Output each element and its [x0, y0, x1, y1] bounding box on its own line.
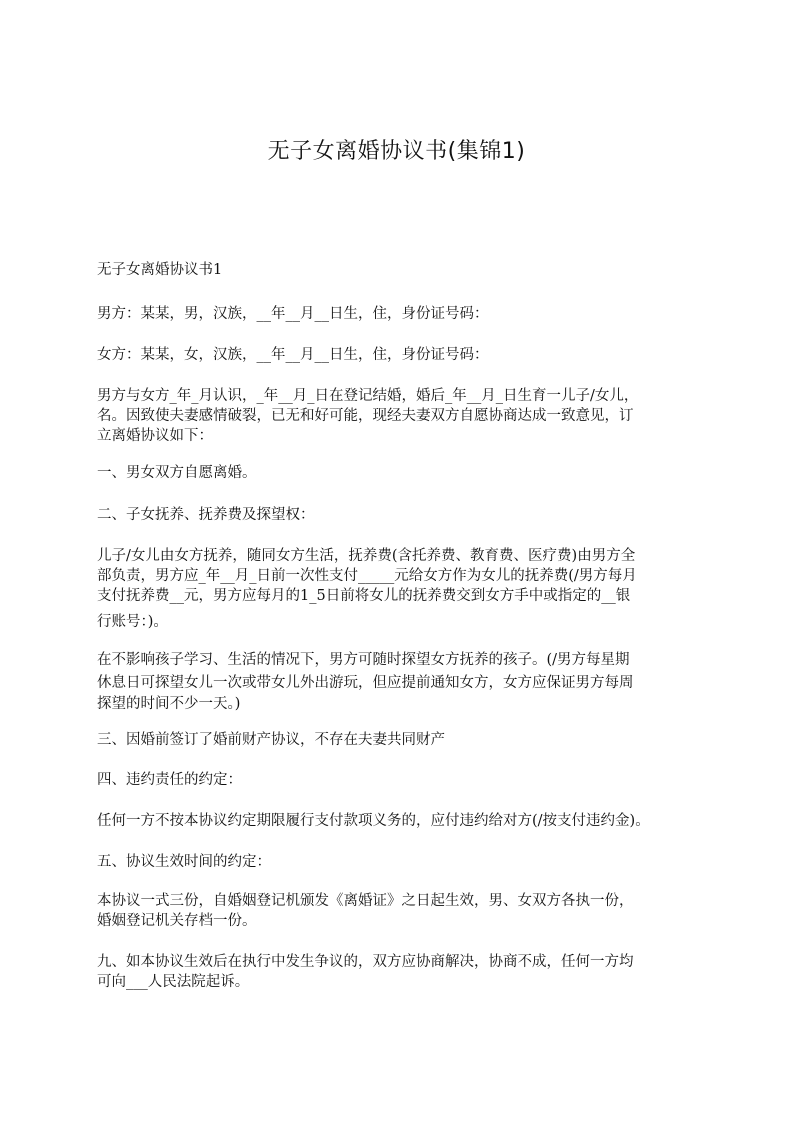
document-title: 无子女离婚协议书(集锦1) — [267, 139, 526, 164]
custody-line: 行账号：)。 — [97, 614, 168, 630]
visitation-line: 在不影响孩子学习、生活的情况下，男方可随时探望女方抚养的孩子。(/男方每星期 — [97, 652, 630, 668]
clause-5-heading: 五、协议生效时间的约定： — [97, 854, 271, 870]
intro-line: 名。因致使夫妻感情破裂，已无和好可能，现经夫妻双方自愿协商达成一致意见，订 — [97, 408, 634, 424]
custody-line: 儿子/女儿由女方抚养，随同女方生活，抚养费(含托养费、教育费、医疗费)由男方全 — [97, 548, 636, 564]
wife-info: 女方：某某，女，汉族，__年__月__日生，住，身份证号码： — [97, 347, 489, 363]
clause-1: 一、男女双方自愿离婚。 — [97, 465, 257, 481]
husband-info: 男方：某某，男，汉族，__年__月__日生，住，身份证号码： — [97, 306, 489, 322]
custody-paragraph — [97, 546, 707, 632]
clause-9-line: 可向___人民法院起诉。 — [97, 974, 250, 990]
effective-line: 本协议一式三份，自婚姻登记机颁发《离婚证》之日起生效，男、女双方各执一份， — [97, 893, 634, 909]
custody-line: 支付抚养费__元，男方应每月的1_5日前将女儿的抚养费交到女方手中或指定的__银 — [97, 588, 631, 604]
visitation-line: 休息日可探望女儿一次或带女儿外出游玩，但应提前通知女方，女方应保证男方每周 — [97, 675, 634, 691]
intro-paragraph — [97, 386, 707, 446]
clause-2-heading: 二、子女抚养、抚养费及探望权： — [97, 507, 315, 523]
custody-line: 部负责，男方应_年__月_日前一次性支付_____元给女方作为女儿的抚养费(/男方每月 — [97, 568, 637, 584]
clause-9-line: 九、如本协议生效后在执行中发生争议的，双方应协商解决，协商不成，任何一方均 — [97, 954, 634, 970]
intro-line: 男方与女方_年_月认识，_年__月_日在登记结婚，婚后_年__月_日生育一儿子/女儿， — [97, 388, 639, 404]
intro-line: 立离婚协议如下： — [97, 428, 213, 444]
breach-paragraph: 任何一方不按本协议约定期限履行支付款项义务的，应付违约给对方(/按支付违约金)。 — [97, 813, 650, 829]
clause-4-heading: 四、违约责任的约定： — [97, 772, 242, 788]
clause-3: 三、因婚前签订了婚前财产协议，不存在夫妻共同财产 — [97, 732, 445, 748]
effective-line: 婚姻登记机关存档一份。 — [97, 913, 257, 929]
clause-9-paragraph — [97, 952, 707, 992]
visitation-line: 探望的时间不少一天。) — [97, 696, 241, 712]
visitation-paragraph — [97, 650, 707, 714]
document-subtitle: 无子女离婚协议书1 — [97, 262, 223, 278]
effective-paragraph — [97, 891, 707, 931]
